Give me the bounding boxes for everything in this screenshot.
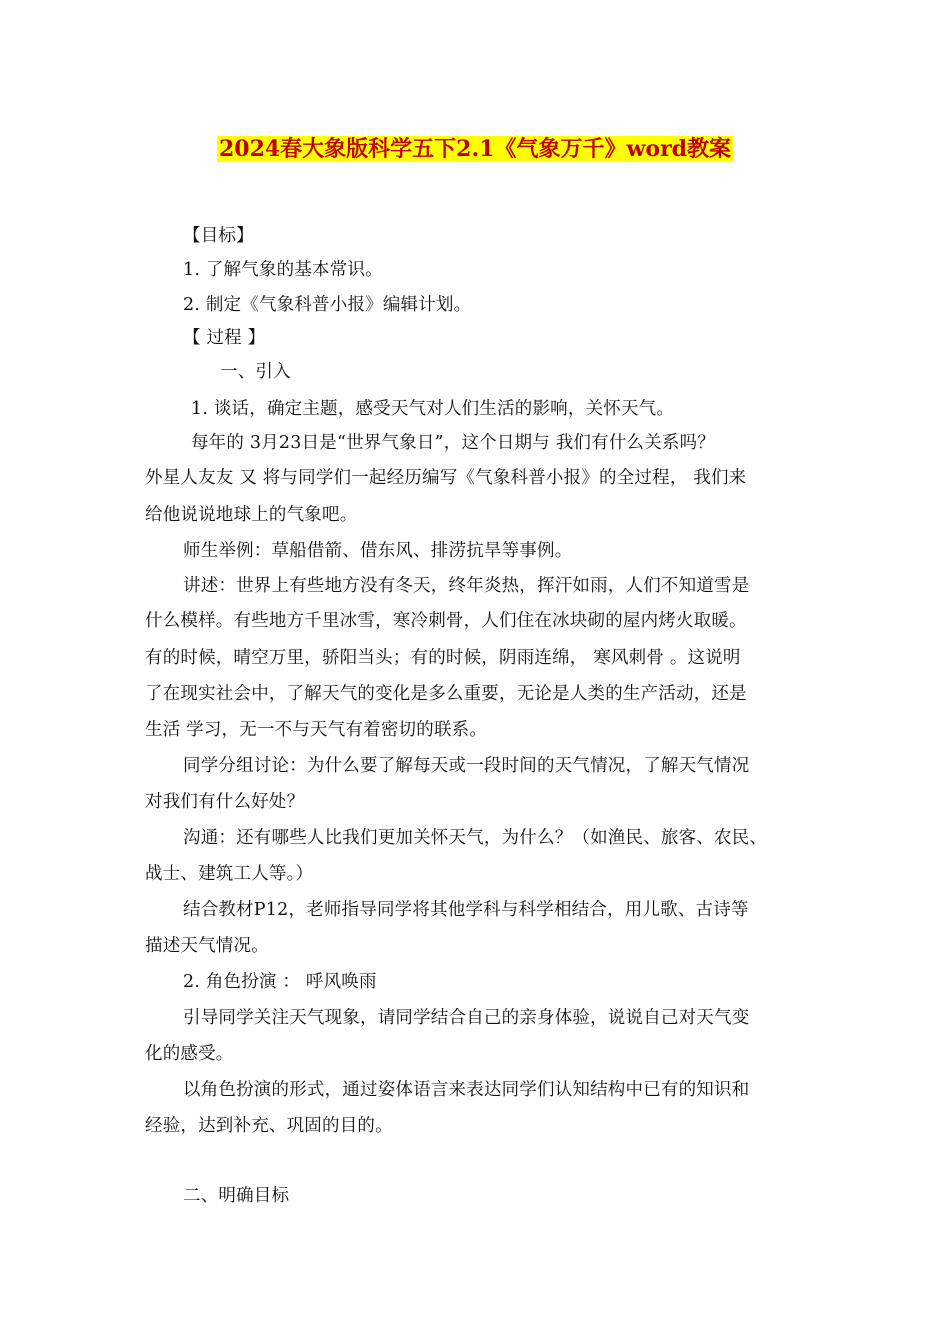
paragraph-line: 2. 角色扮演 ： 呼风唤雨 [183,972,377,992]
paragraph-line: 了在现实社会中，了解天气的变化是多么重要，无论是人类的生产活动，还是 [145,684,747,704]
paragraph-line: 有的时候，晴空万里，骄阳当头；有的时候，阴雨连绵， 寒风刺骨 。这说明 [145,648,741,668]
paragraph-line: 以角色扮演的形式，通过姿体语言来表达同学们认知结构中已有的知识和 [183,1080,750,1100]
paragraph-line: 对我们有什么好处？ [145,792,305,812]
paragraph-line: 外星人友友 又 将与同学们一起经历编写《气象科普小报》的全过程， 我们来 [145,468,747,488]
section-objectives: 二、明确目标 [183,1186,290,1206]
paragraph-line: 经验，达到补充、巩固的目的。 [145,1116,393,1136]
heading-process: 【 过程 】 [183,328,266,348]
heading-objectives: 【目标】 [183,226,254,246]
paragraph-line: 战士、建筑工人等。） [145,864,314,884]
paragraph-line: 每年的 3月23日是“世界气象日”，这个日期与 我们有什么关系吗？ [191,433,716,453]
paragraph-line: 给他说说地球上的气象吧。 [145,505,358,525]
paragraph-line: 什么模样。有些地方千里冰雪，寒冷刺骨，人们住在冰块砌的屋内烤火取暖。 [145,611,747,631]
paragraph-line: 沟通：还有哪些人比我们更加关怀天气，为什么？（如渔民、旅客、农民、 [183,828,768,848]
objective-1: 1. 了解气象的基本常识。 [183,260,383,280]
paragraph-line: 引导同学关注天气现象，请同学结合自己的亲身体验，说说自己对天气变 [183,1008,750,1028]
paragraph-line: 同学分组讨论：为什么要了解每天或一段时间的天气情况，了解天气情况 [183,756,750,776]
paragraph-line: 生活 学习，无一不与天气有着密切的联系。 [145,720,488,740]
paragraph-line: 化的感受。 [145,1044,234,1064]
section-intro: 一、引入 [220,362,291,382]
paragraph-line: 师生举例：草船借箭、借东风、排涝抗旱等事例。 [183,541,573,561]
title-text: 2024春大象版科学五下2.1《气象万千》word教案 [218,136,732,162]
paragraph-line: 结合教材P12，老师指导同学将其他学科与科学相结合，用儿歌、古诗等 [183,900,749,920]
paragraph-line: 1. 谈话，确定主题，感受天气对人们生活的影响，关怀天气。 [191,399,675,419]
document-title [0,134,950,164]
paragraph-line: 描述天气情况。 [145,936,269,956]
objective-2: 2. 制定《气象科普小报》编辑计划。 [183,295,472,315]
paragraph-line: 讲述：世界上有些地方没有冬天，终年炎热，挥汗如雨，人们不知道雪是 [183,576,750,596]
